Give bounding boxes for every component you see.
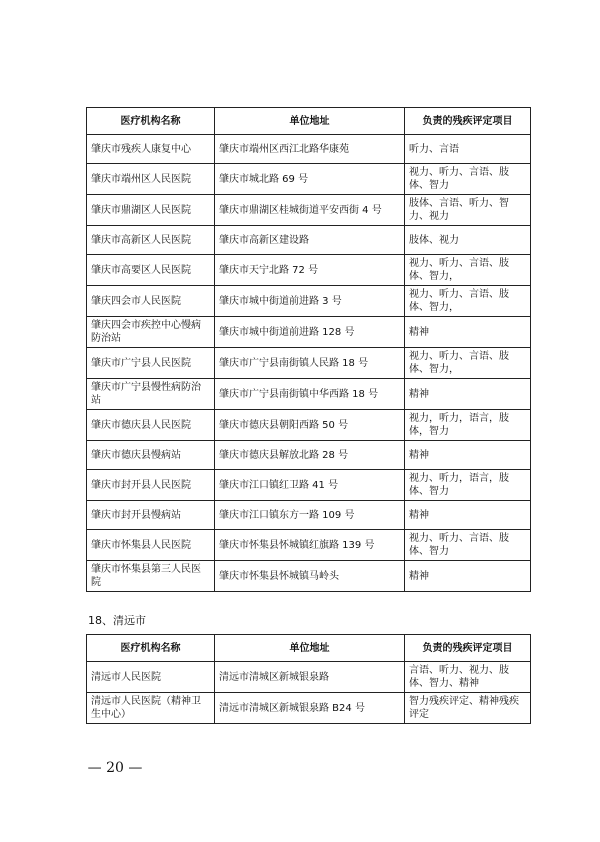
- section-label-qingyuan: 18、清远市: [88, 614, 146, 627]
- cell-assessment-items: 视力，听力，语言，肢体，智力: [405, 410, 531, 441]
- header-assessment-items: 负责的残疾评定项目: [405, 108, 531, 135]
- cell-address: 肇庆市城中街道前进路 3 号: [215, 286, 405, 317]
- cell-institution-name: 肇庆市残疾人康复中心: [87, 135, 215, 164]
- cell-address: 肇庆市天宁北路 72 号: [215, 255, 405, 286]
- cell-assessment-items: 言语、听力、视力、肢体、智力、精神: [405, 662, 531, 693]
- cell-institution-name: 肇庆市广宁县慢性病防治站: [87, 379, 215, 410]
- cell-institution-name: 肇庆市端州区人民医院: [87, 164, 215, 195]
- header-institution-name: 医疗机构名称: [87, 635, 215, 662]
- cell-institution-name: 肇庆市封开县人民医院: [87, 470, 215, 501]
- cell-assessment-items: 精神: [405, 501, 531, 530]
- table-body: [87, 135, 531, 592]
- table-header-row: [87, 635, 531, 662]
- cell-address: 肇庆市怀集县怀城镇红旗路 139 号: [215, 530, 405, 561]
- table-row: [87, 470, 531, 501]
- table-row: [87, 195, 531, 226]
- cell-address: 肇庆市德庆县解放北路 28 号: [215, 441, 405, 470]
- cell-institution-name: 肇庆市德庆县慢病站: [87, 441, 215, 470]
- cell-institution-name: 清远市人民医院（精神卫生中心）: [87, 693, 215, 724]
- cell-assessment-items: 精神: [405, 379, 531, 410]
- table-row: [87, 441, 531, 470]
- cell-institution-name: 肇庆市封开县慢病站: [87, 501, 215, 530]
- table-row: [87, 135, 531, 164]
- cell-assessment-items: 精神: [405, 317, 531, 348]
- table-row: [87, 255, 531, 286]
- cell-assessment-items: 视力、听力、言语、肢体、智力，: [405, 348, 531, 379]
- table-row: [87, 164, 531, 195]
- table-row: [87, 317, 531, 348]
- cell-assessment-items: 视力、听力、言语、肢体、智力: [405, 530, 531, 561]
- table-row: [87, 410, 531, 441]
- header-assessment-items: 负责的残疾评定项目: [405, 635, 531, 662]
- cell-address: 肇庆市德庆县朝阳西路 50 号: [215, 410, 405, 441]
- cell-address: 肇庆市城中街道前进路 128 号: [215, 317, 405, 348]
- cell-institution-name: 肇庆四会市人民医院: [87, 286, 215, 317]
- cell-assessment-items: 视力、听力、言语、肢体、智力: [405, 164, 531, 195]
- cell-assessment-items: 视力、听力，语言，肢体、智力: [405, 470, 531, 501]
- header-address: 单位地址: [215, 635, 405, 662]
- cell-assessment-items: 智力残疾评定、精神残疾评定: [405, 693, 531, 724]
- cell-address: 肇庆市端州区西江北路华康苑: [215, 135, 405, 164]
- cell-institution-name: 肇庆四会市疾控中心慢病防治站: [87, 317, 215, 348]
- cell-address: 肇庆市江口镇东方一路 109 号: [215, 501, 405, 530]
- cell-assessment-items: 精神: [405, 561, 531, 592]
- clinic-table-qingyuan: [86, 634, 531, 724]
- clinic-table-zhaoqing: [86, 107, 531, 592]
- cell-assessment-items: 肢体、言语、听力、智力、视力: [405, 195, 531, 226]
- page-number: — 20 —: [87, 760, 143, 776]
- table-row: [87, 530, 531, 561]
- table-header-row: [87, 108, 531, 135]
- cell-institution-name: 肇庆市德庆县人民医院: [87, 410, 215, 441]
- table-row: [87, 501, 531, 530]
- cell-assessment-items: 肢体、视力: [405, 226, 531, 255]
- cell-institution-name: 清远市人民医院: [87, 662, 215, 693]
- cell-address: 清远市清城区新城银泉路 B24 号: [215, 693, 405, 724]
- cell-institution-name: 肇庆市高要区人民医院: [87, 255, 215, 286]
- table-row: [87, 561, 531, 592]
- table-row: [87, 286, 531, 317]
- cell-institution-name: 肇庆市广宁县人民医院: [87, 348, 215, 379]
- cell-address: 清远市清城区新城银泉路: [215, 662, 405, 693]
- table-row: [87, 379, 531, 410]
- table-row: [87, 662, 531, 693]
- header-institution-name: 医疗机构名称: [87, 108, 215, 135]
- cell-assessment-items: 听力、言语: [405, 135, 531, 164]
- cell-address: 肇庆市城北路 69 号: [215, 164, 405, 195]
- cell-institution-name: 肇庆市鼎湖区人民医院: [87, 195, 215, 226]
- cell-address: 肇庆市广宁县南街镇中华西路 18 号: [215, 379, 405, 410]
- cell-address: 肇庆市怀集县怀城镇马岭头: [215, 561, 405, 592]
- cell-address: 肇庆市江口镇红卫路 41 号: [215, 470, 405, 501]
- header-address: 单位地址: [215, 108, 405, 135]
- table-row: [87, 693, 531, 724]
- cell-address: 肇庆市高新区建设路: [215, 226, 405, 255]
- cell-assessment-items: 精神: [405, 441, 531, 470]
- cell-institution-name: 肇庆市怀集县人民医院: [87, 530, 215, 561]
- table-row: [87, 226, 531, 255]
- cell-assessment-items: 视力、听力、言语、肢体、智力，: [405, 255, 531, 286]
- cell-address: 肇庆市鼎湖区桂城街道平安西街 4 号: [215, 195, 405, 226]
- cell-assessment-items: 视力、听力、言语、肢体、智力，: [405, 286, 531, 317]
- cell-address: 肇庆市广宁县南街镇人民路 18 号: [215, 348, 405, 379]
- cell-institution-name: 肇庆市怀集县第三人民医院: [87, 561, 215, 592]
- cell-institution-name: 肇庆市高新区人民医院: [87, 226, 215, 255]
- table-row: [87, 348, 531, 379]
- table-body: [87, 662, 531, 724]
